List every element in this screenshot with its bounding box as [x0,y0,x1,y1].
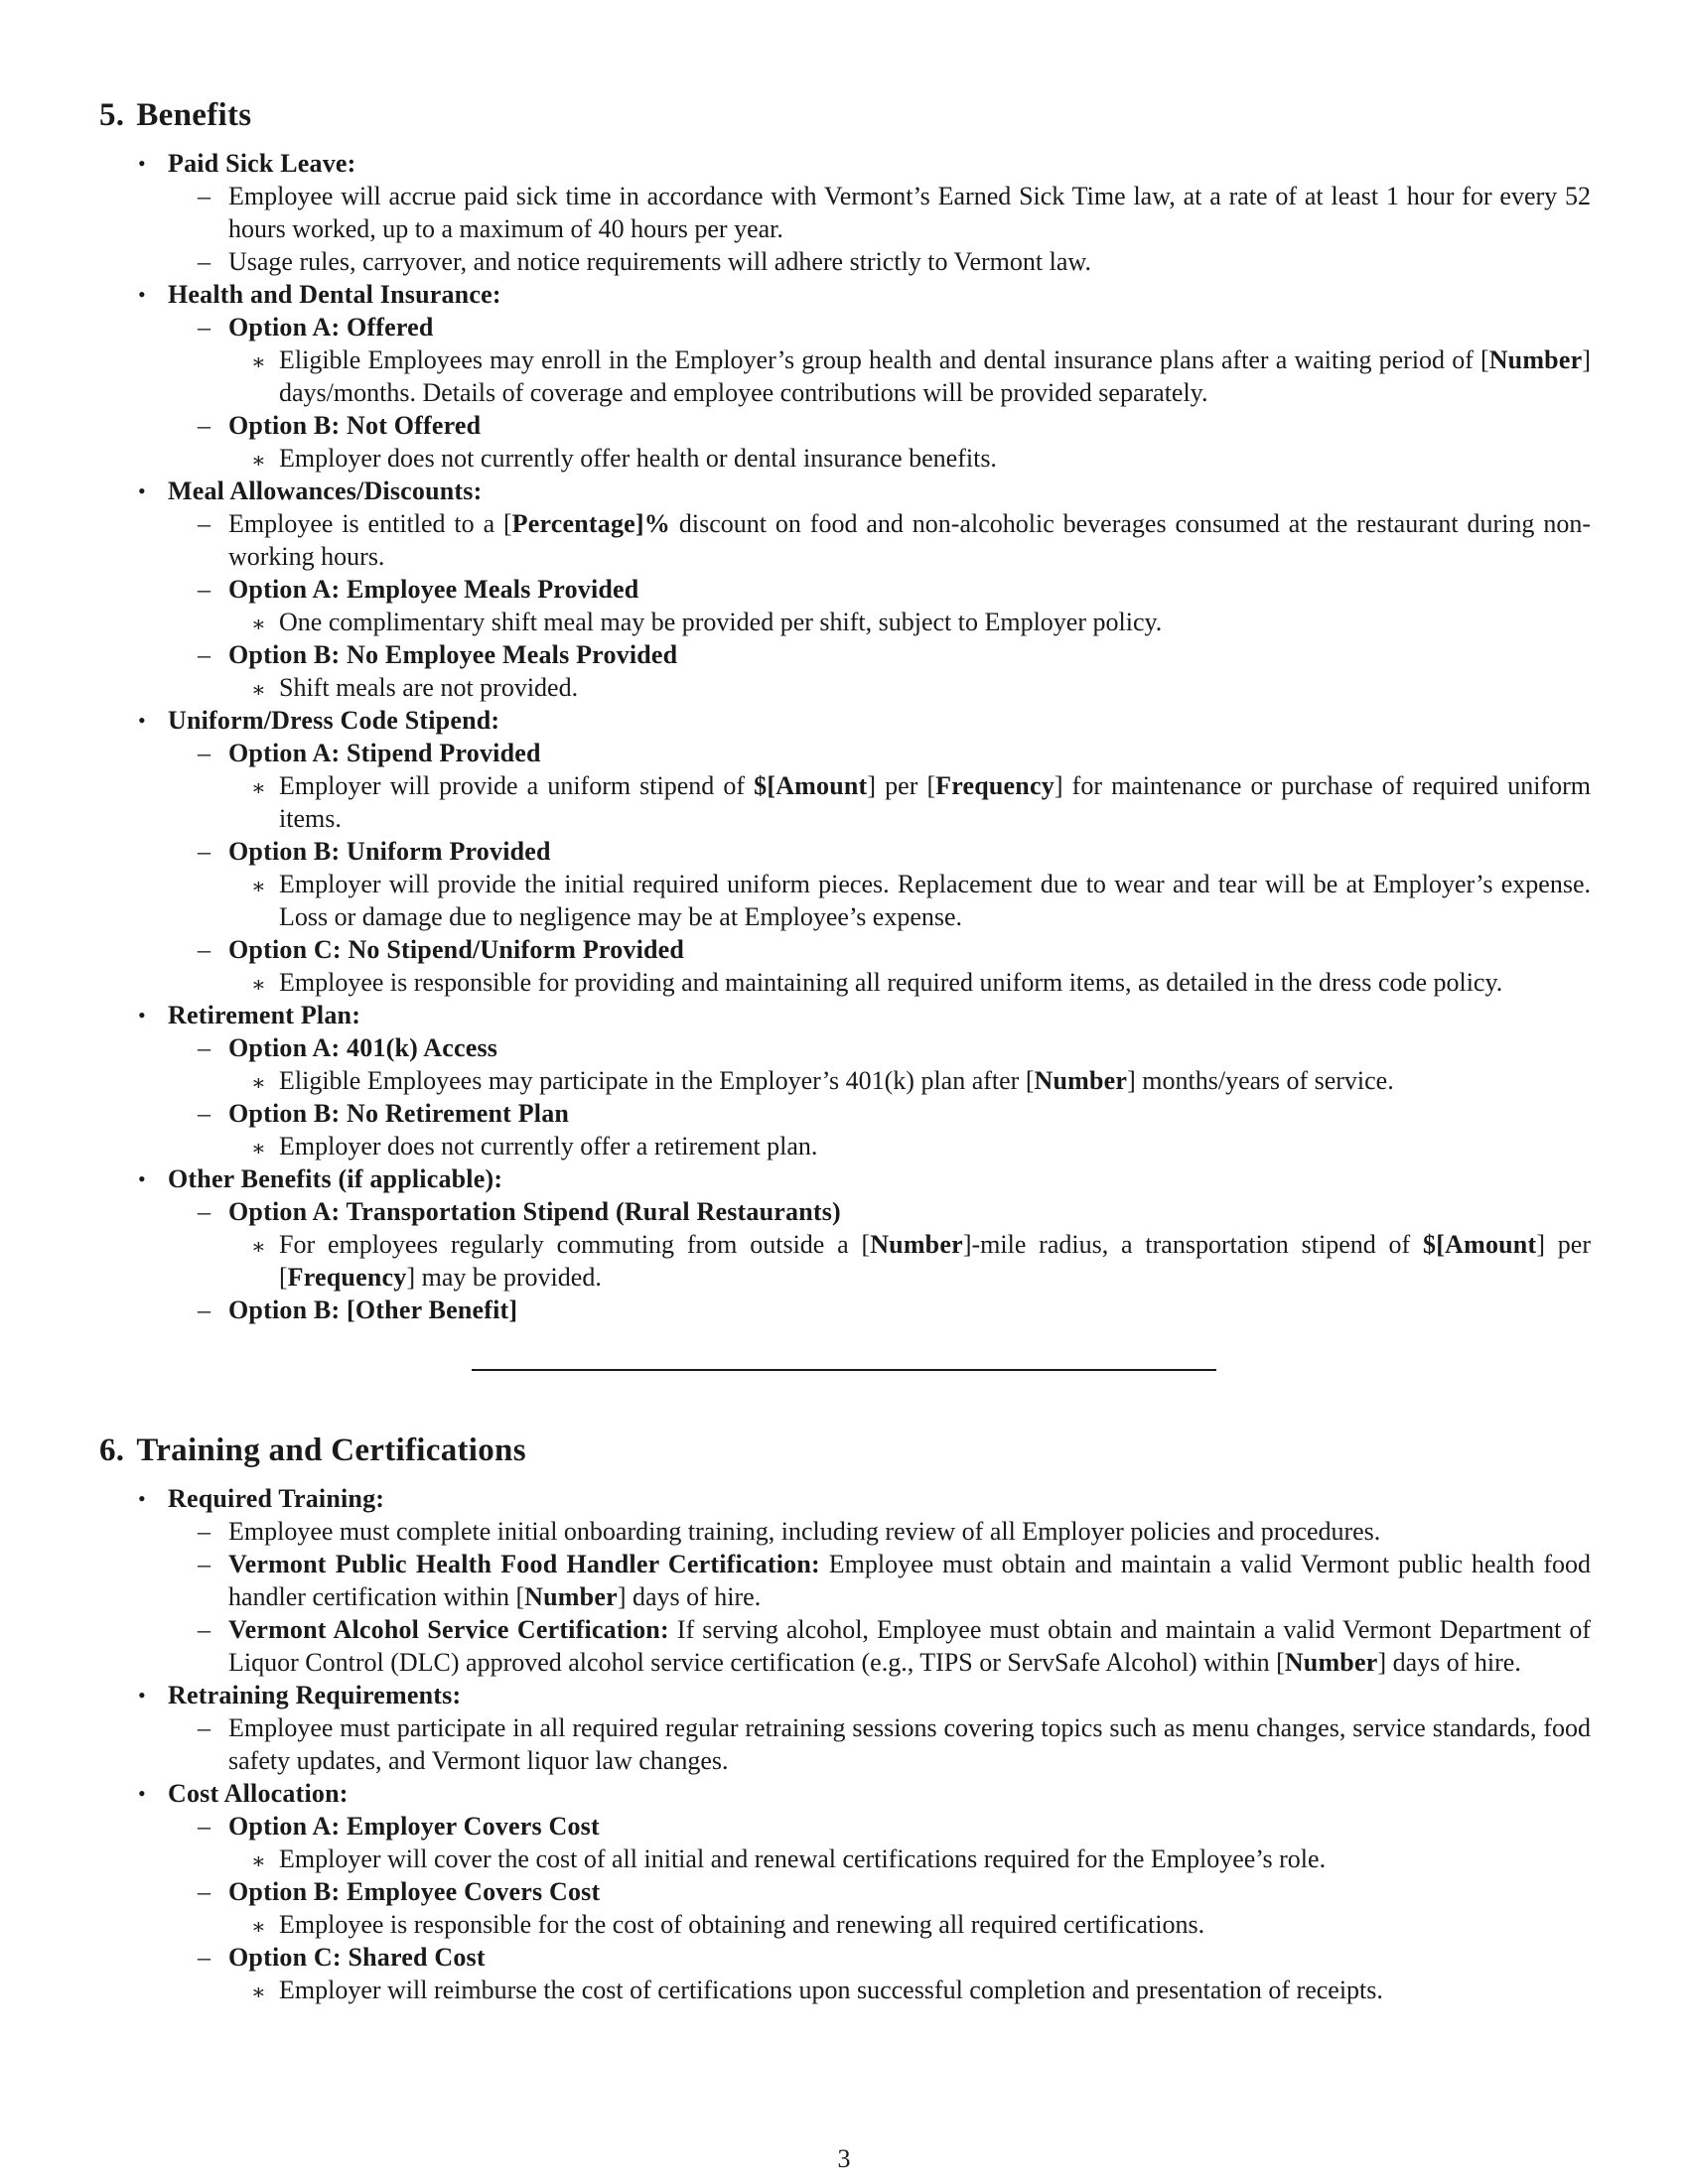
asterisk-icon: ∗ [251,775,266,800]
dash-icon: – [198,1099,211,1128]
list-item-retirement-plan: • Retirement Plan: [138,1001,361,1029]
asterisk-icon: ∗ [251,1234,266,1259]
section-title: Training and Certifications [136,1433,526,1468]
dash-icon: – [198,1713,211,1742]
dash-icon: – [198,1877,211,1906]
option-detail: ∗ One complimentary shift meal may be provided per shift, subject to Employer policy. [99,606,1591,638]
list-item: – Employee must complete initial onboarding training, including review of all Employer policies and procedures. [198,1517,1381,1546]
option-detail: ∗ Eligible Employees may enroll in the Employer’s group health and dental insurance plans after a waiting period of [Number] days/months. Details of coverage and employee contributions will be provided separately. [251,345,1591,407]
option-label: – Option B: [Other Benefit] [198,1296,518,1324]
list-item: – Vermont Alcohol Service Certification: If serving alcohol, Employee must obtain and maintain a valid Vermont Department of Liquor Control (DLC) approved alcohol service certification (e.g., TIPS or ServSafe Alcohol) within [Number] days of hire. [198,1615,1592,1677]
option-detail: ∗ Employee is responsible for the cost of obtaining and renewing all required certifications. [99,1908,1591,1941]
dash-icon: – [198,509,211,538]
horizontal-rule [472,1369,1216,1371]
asterisk-icon: ∗ [251,1914,266,1939]
option-label: – Option C: No Stipend/Uniform Provided [198,935,685,964]
dash-icon: – [198,247,211,276]
dash-icon: – [198,1943,211,1972]
option-label: – Option B: Uniform Provided [198,837,551,866]
asterisk-icon: ∗ [251,1136,266,1160]
option-detail: ∗ Employer will provide a uniform stipend of $[Amount] per [Frequency] for maintenance or purchase of required uniform items. [251,771,1592,833]
option-detail: ∗ Employer does not currently offer a retirement plan. [99,1130,1591,1162]
option-detail: ∗ Eligible Employees may participate in the Employer’s 401(k) plan after [Number] months/years of service. [99,1064,1591,1097]
list-item-retraining: • Retraining Requirements: [138,1681,462,1709]
bullet-icon: • [138,1003,146,1027]
option-detail: ∗ Employer will provide the initial required uniform pieces. Replacement due to wear and tear will be at Employer’s expense. Loss or damage due to negligence may be at Employee’s expense. [251,870,1591,931]
dash-icon: – [198,313,211,341]
dash-icon: – [198,1517,211,1546]
dash-icon: – [198,640,211,669]
bullet-icon: • [138,1486,146,1511]
section-heading-training [99,1431,1591,1470]
bullet-icon: • [138,282,146,307]
bullet-icon: • [138,1166,146,1191]
option-label: – Option A: Stipend Provided [198,739,541,767]
dash-icon: – [198,1812,211,1841]
bullet-icon: • [138,478,146,503]
list-item: – Vermont Public Health Food Handler Certification: Employee must obtain and maintain a valid Vermont public health food handler certification within [Number] days of hire. [198,1550,1592,1611]
option-label: – Option B: Employee Covers Cost [198,1877,601,1906]
dash-icon: – [198,1296,211,1324]
page-number: 3 [837,2144,851,2173]
option-label: – Option A: Employer Covers Cost [198,1812,600,1841]
asterisk-icon: ∗ [251,612,266,636]
option-label: – Option A: Transportation Stipend (Rural Restaurants) [198,1197,841,1226]
list-item-required-training: • Required Training: [138,1484,385,1513]
option-detail: ∗ Employee is responsible for providing and maintaining all required uniform items, as detailed in the dress code policy. [99,966,1591,999]
option-label: – Option B: No Retirement Plan [198,1099,570,1128]
list-item: – Employee must participate in all required regular retraining sessions covering topics such as menu changes, service standards, food safety updates, and Vermont liquor law changes. [198,1713,1591,1775]
option-label: – Option B: No Employee Meals Provided [198,640,678,669]
list-item-health-dental: • Health and Dental Insurance: [138,280,501,309]
asterisk-icon: ∗ [251,1979,266,2004]
dash-icon: – [198,1197,211,1226]
option-label: – Option B: Not Offered [198,411,482,440]
option-detail: ∗ Employer will cover the cost of all initial and renewal certifications required for the Employee’s role. [99,1843,1591,1875]
list-item: – Employee will accrue paid sick time in accordance with Vermont’s Earned Sick Time law, at a rate of at least 1 hour for every 52 hours worked, up to a maximum of 40 hours per year. [198,182,1591,243]
section-title: Benefits [136,97,252,133]
list-item-cost-allocation: • Cost Allocation: [138,1779,349,1808]
bullet-icon: • [138,1781,146,1806]
option-label: – Option A: 401(k) Access [198,1033,498,1062]
asterisk-icon: ∗ [251,1848,266,1873]
list-item: – Usage rules, carryover, and notice requirements will adhere strictly to Vermont law. [198,247,1091,276]
list-item-uniform-stipend: • Uniform/Dress Code Stipend: [138,706,500,735]
asterisk-icon: ∗ [251,1070,266,1095]
bullet-icon: • [138,1683,146,1707]
asterisk-icon: ∗ [251,874,266,898]
list-item-meal-allowances: • Meal Allowances/Discounts: [138,477,483,505]
dash-icon: – [198,411,211,440]
list-item-other-benefits: • Other Benefits (if applicable): [138,1164,503,1193]
asterisk-icon: ∗ [251,448,266,473]
asterisk-icon: ∗ [251,349,266,374]
option-label: – Option C: Shared Cost [198,1943,486,1972]
dash-icon: – [198,935,211,964]
option-detail: ∗ For employees regularly commuting from outside a [Number]-mile radius, a transportation stipend of $[Amount] per [Frequency] may be provided. [251,1230,1592,1292]
option-label: – Option A: Employee Meals Provided [198,575,639,604]
section-number: 6. [99,1433,125,1468]
asterisk-icon: ∗ [251,677,266,702]
list-item-paid-sick-leave: • Paid Sick Leave: [138,149,356,178]
section-heading-benefits [99,95,1591,135]
option-detail: ∗ Shift meals are not provided. [99,671,1591,704]
dash-icon: – [198,1615,211,1644]
dash-icon: – [198,182,211,210]
dash-icon: – [198,837,211,866]
option-detail: ∗ Employer will reimburse the cost of certifications upon successful completion and presentation of receipts. [99,1974,1591,2006]
document-page [99,95,1591,2006]
asterisk-icon: ∗ [251,972,266,997]
dash-icon: – [198,1550,211,1578]
list-item: – Employee is entitled to a [Percentage]% discount on food and non-alcoholic beverages consumed at the restaurant during non-working hours. [198,509,1591,571]
bullet-icon: • [138,151,146,176]
option-label: – Option A: Offered [198,313,434,341]
dash-icon: – [198,575,211,604]
dash-icon: – [198,739,211,767]
bullet-icon: • [138,708,146,733]
section-number: 5. [99,97,125,133]
option-detail: ∗ Employer does not currently offer health or dental insurance benefits. [99,442,1591,475]
dash-icon: – [198,1033,211,1062]
